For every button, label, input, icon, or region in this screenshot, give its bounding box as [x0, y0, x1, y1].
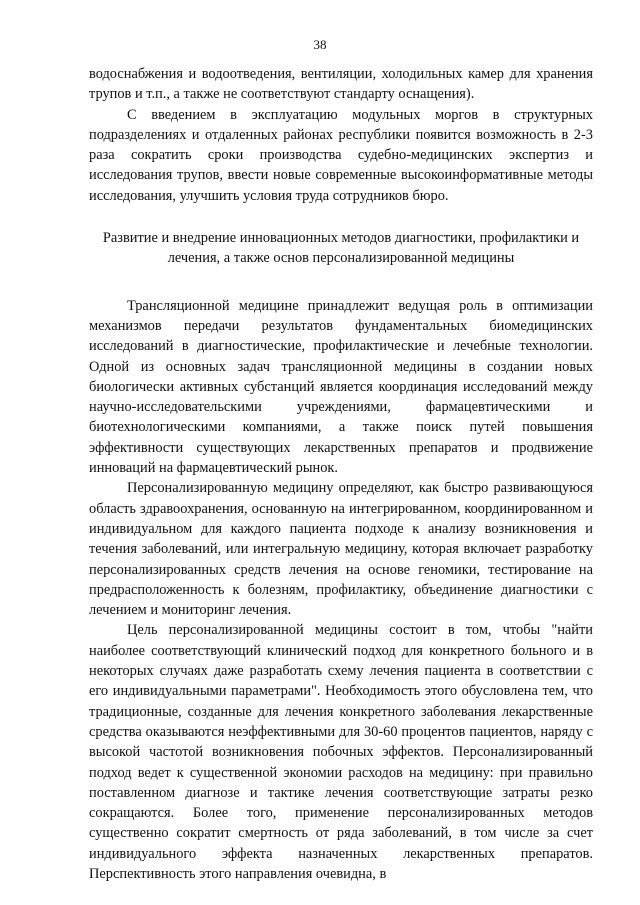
paragraph-continuation: водоснабжения и водоотведения, вентиляции, холодильных камер для хранения трупов и т.п., а также не соответствуют стандарту оснащения). — [89, 66, 593, 103]
paragraph-translational-medicine: Трансляционной медицине принадлежит ведущая роль в оптимизации механизмов передачи результатов фундаментальных биомедицинских исследований в диагностические, профилактические и лечебные технологии. Одной из основных задач трансляционной медицины в создании новых биологически активных субстанций является координация исследований между научно-исследовательскими учреждениями, фармацевтическими и биотехнологическими компаниями, а также поиск путей повышения эффективности существующих лекарственных препаратов и продвижение инноваций на фармацевтический рынок. — [89, 297, 593, 477]
page-number: 38 — [313, 37, 327, 52]
paragraph-morgues: С введением в эксплуатацию модульных моргов в структурных подразделениях и отдаленных районах республики появится возможность в 2-3 раза сократить сроки производства судебно-медицинских экспертиз и исследования трупов, ввести новые современные высокоинформативные методы исследования, улучшить условия труда сотрудников бюро. — [89, 106, 593, 204]
document-body — [89, 64, 593, 884]
section-heading: Развитие и внедрение инновационных методов диагностики, профилактики и лечения, а также основ персонализированной медицины — [102, 230, 580, 267]
paragraph-personalized-goal: Цель персонализированной медицины состоит в том, чтобы "найти наиболее соответствующий клинический подход для конкретного больного и в некоторых случаях даже разработать схему лечения пациента в соответствии с его индивидуальными параметрами". Необходимость этого обусловлена тем, что традиционные, созданные для лечения конкретного заболевания лекарственные средства оказываются неэффективными для 30-60 процентов пациентов, наряду с высокой частотой возникновения побочных эффектов. Персонализированный подход ведет к существенной экономии расходов на медицину: при правильно поставленном диагнозе и тактике лечения соответствующие затраты резко сокращаются. Более того, применение персонализированных методов существенно сократит смертность от ряда заболеваний, в том числе за счет индивидуального эффекта назначенных лекарственных препаратов. Перспективность этого направления очевидна, в — [89, 622, 593, 882]
paragraph-personalized-definition: Персонализированную медицину определяют, как быстро развивающуюся область здравоохранения, основанную на интегрированном, координированном и индивидуальном для каждого пациента подходе к анализу возникновения и течения заболеваний, или интегральную медицину, которая включает разработку персонализированных средств лечения на основе геномики, тестирование на предрасположенность к болезням, профилактику, объединение диагностики с лечением и мониторинг лечения. — [89, 480, 593, 619]
